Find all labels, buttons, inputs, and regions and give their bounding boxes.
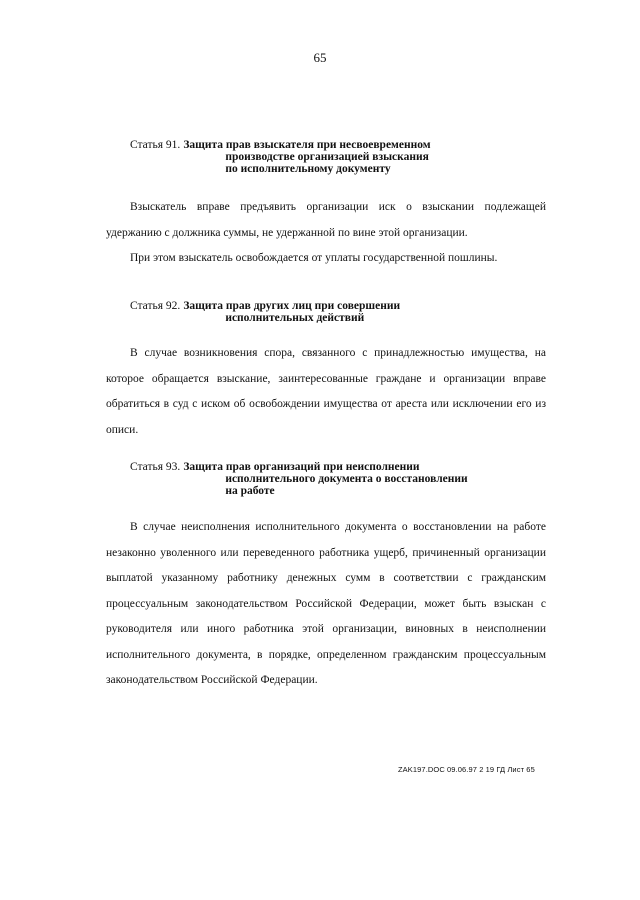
article-title-line: Защита прав организаций при неисполнении [183, 461, 420, 473]
article-92-paragraph-1: В случае возникновения спора, связанного с принадлежностью имущества, на которое обращается взыскание, заинтересованные граждане и организации вправе обратиться в суд с иском об освобождении имущества от ареста или исключении его из описи. [106, 347, 546, 436]
article-title [180, 139, 430, 175]
article-title-line: исполнительного документа о восстановлении [225, 473, 468, 485]
article-title-line: производстве организацией взыскания [225, 151, 429, 163]
article-title-line: Защита прав других лиц при совершении [183, 300, 401, 312]
article-label: Статья 91. [130, 139, 181, 151]
article-91-paragraph-1: Взыскатель вправе предъявить организации иск о взыскании подлежащей удержанию с должника суммы, не удержанной по вине этой организации. [106, 201, 546, 239]
article-title-line: по исполнительному документу [225, 163, 391, 175]
article-91-heading [130, 139, 550, 175]
document-footer: ZAK197.DOC 09.06.97 2 19 ГД Лист 65 [398, 765, 535, 774]
article-title-line: Защита прав взыскателя при несвоевременном [183, 139, 431, 151]
article-title-line: на работе [225, 485, 275, 497]
article-93-heading [130, 461, 550, 497]
article-93-paragraph-1: В случае неисполнения исполнительного документа о восстановлении на работе незаконно уволенного или переведенного работника ущерб, причиненный организации выплатой указанному работнику денежных сумм в соответствии с гражданским процессуальным законодательством Российской Федерации, может быть взыскан с руководителя или иного работника этой организации, виновных в неисполнении исполнительного документа, в порядке, определенном гражданским процессуальным законодательством Российской Федерации. [106, 521, 546, 686]
article-title-line: исполнительных действий [225, 312, 365, 324]
article-label: Статья 93. [130, 461, 181, 473]
article-91-paragraph-2: При этом взыскатель освобождается от уплаты государственной пошлины. [130, 252, 498, 264]
article-92-heading [130, 300, 550, 324]
article-title [180, 300, 400, 324]
article-title [180, 461, 467, 497]
page-number: 65 [313, 50, 327, 65]
article-label: Статья 92. [130, 300, 181, 312]
